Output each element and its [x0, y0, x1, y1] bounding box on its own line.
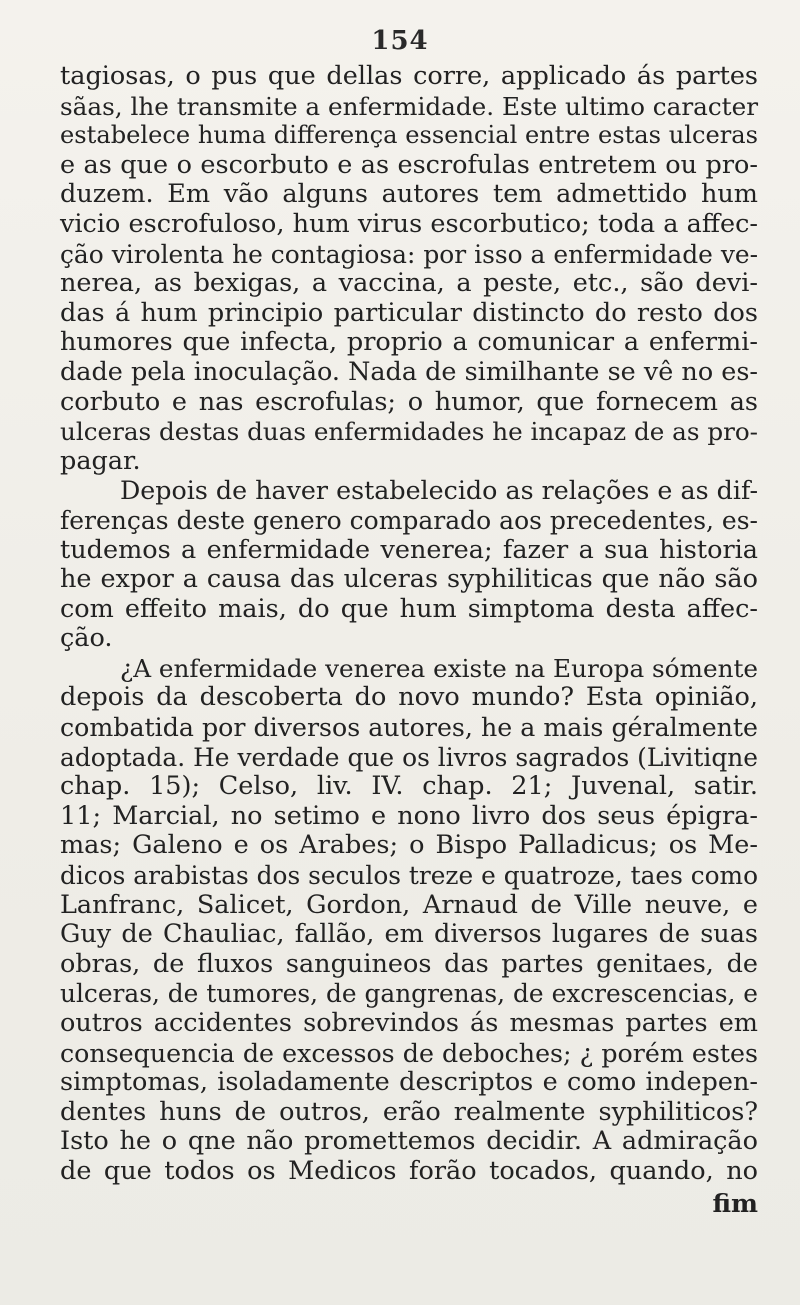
text-line: dentes huns de outros, erão realmente syphiliticos?: [60, 1096, 758, 1127]
text-line: com effeito mais, do que hum simptoma desta affec-: [60, 593, 758, 624]
text-line: vicio escrofuloso, hum virus escorbutico; toda a affec-: [60, 208, 758, 239]
text-line: depois da descoberta do novo mundo? Esta opinião,: [60, 682, 758, 713]
text-line: adoptada. He verdade que os livros sagrados (Livitiqne: [60, 742, 758, 772]
text-line: obras, de fluxos sanguineos das partes genitaes, de: [60, 948, 758, 979]
text-line: ¿A enfermidade venerea existe na Europa sómente: [120, 653, 758, 683]
text-line: Depois de haver estabelecido as relações e as dif-: [120, 475, 758, 506]
text-line: chap. 15); Celso, liv. IV. chap. 21; Juvenal, satir.: [60, 771, 758, 802]
text-line: he expor a causa das ulceras syphiliticas que não são: [60, 564, 758, 595]
text-line: Guy de Chauliac, fallão, em diversos lugares de suas: [60, 919, 758, 950]
text-line: humores que infecta, proprio a comunicar a enfermi-: [60, 327, 758, 358]
text-line: corbuto e nas escrofulas; o humor, que fornecem as: [60, 386, 758, 417]
text-line: duzem. Em vão alguns autores tem admettido hum: [60, 179, 758, 210]
text-line: das á hum principio particular distincto do resto dos: [60, 297, 758, 328]
body-text: [60, 62, 758, 1187]
text-line: ulceras, de tumores, de gangrenas, de excrescencias, e: [60, 979, 758, 1009]
text-line: outros accidentes sobrevindos ás mesmas partes em: [60, 1008, 758, 1038]
text-line: tudemos a enfermidade venerea; fazer a sua historia: [60, 534, 758, 565]
text-line: ção.: [60, 623, 113, 654]
text-line: Isto he o qne não promettemos decidir. A admiração: [60, 1126, 758, 1157]
text-line: ferenças deste genero comparado aos precedentes, es-: [60, 505, 758, 535]
text-line: 11; Marcial, no setimo e nono livro dos seus épigra-: [60, 800, 758, 831]
text-line: ulceras destas duas enfermidades he incapaz de as pro-: [60, 417, 758, 447]
text-line: estabelece huma differença essencial entre estas ulceras: [60, 121, 758, 150]
text-line: pagar.: [60, 445, 141, 476]
text-line: tagiosas, o pus que dellas corre, applicado ás partes: [60, 61, 758, 91]
text-line: dade pela inoculação. Nada de similhante se vê no es-: [60, 356, 758, 387]
text-line: mas; Galeno e os Arabes; o Bispo Palladicus; os Me-: [60, 830, 758, 861]
text-line: nerea, as bexigas, a vaccina, a peste, etc., são devi-: [60, 268, 758, 299]
catchword: fim: [712, 1189, 758, 1219]
text-line: dicos arabistas dos seculos treze e quatroze, taes como: [60, 861, 758, 891]
text-line: combatida por diversos autores, he a mais géralmente: [60, 713, 758, 743]
text-line: de que todos os Medicos forão tocados, quando, no: [60, 1155, 758, 1186]
text-line: Lanfranc, Salicet, Gordon, Arnaud de Ville neuve, e: [60, 889, 758, 920]
text-line: e as que o escorbuto e as escrofulas entretem ou pro-: [60, 149, 758, 180]
text-line: sãas, lhe transmite a enfermidade. Este ultimo caracter: [60, 91, 759, 121]
text-line: simptomas, isoladamente descriptos e como indepen-: [60, 1067, 758, 1098]
text-line: consequencia de excessos de deboches; ¿ porém estes: [60, 1038, 758, 1068]
text-line: ção virolenta he contagiosa: por isso a enfermidade ve-: [60, 239, 758, 269]
page-number: 154: [371, 26, 429, 56]
